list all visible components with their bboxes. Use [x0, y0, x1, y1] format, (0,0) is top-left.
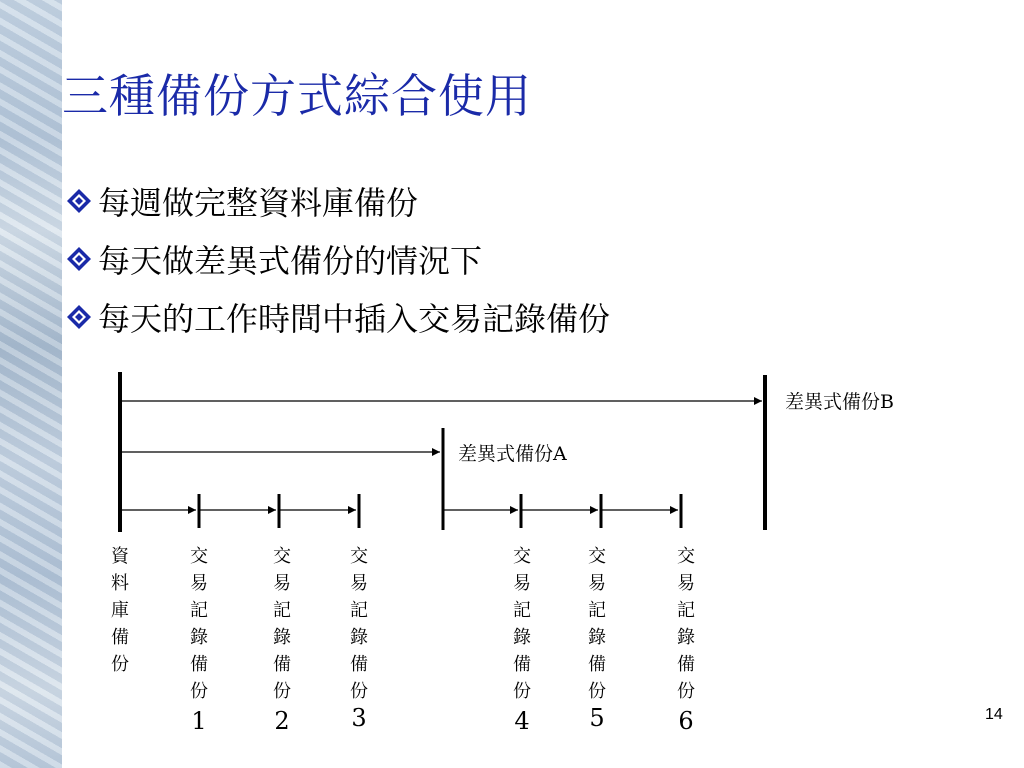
svg-text:記: 記: [350, 600, 368, 621]
log-backup-number: 5: [589, 704, 605, 732]
svg-text:易: 易: [190, 573, 208, 594]
log-backup-label-1: [190, 546, 208, 735]
log-backup-label-2: [273, 546, 291, 735]
log-backup-number: 4: [514, 707, 530, 735]
log-backup-number: 2: [274, 707, 290, 735]
svg-text:記: 記: [513, 600, 531, 621]
svg-text:交: 交: [588, 546, 606, 567]
page-number: 14: [985, 706, 1003, 723]
svg-text:錄: 錄: [513, 627, 531, 648]
svg-text:庫: 庫: [111, 600, 129, 621]
svg-text:易: 易: [273, 573, 291, 594]
svg-text:備: 備: [677, 654, 695, 675]
svg-text:記: 記: [677, 600, 695, 621]
svg-text:錄: 錄: [190, 627, 208, 648]
svg-text:備: 備: [190, 654, 208, 675]
svg-text:備: 備: [513, 654, 531, 675]
diff-backup-b-label: 差異式備份B: [785, 391, 894, 413]
svg-text:易: 易: [350, 573, 368, 594]
svg-text:交: 交: [273, 546, 291, 567]
svg-text:記: 記: [190, 600, 208, 621]
svg-text:易: 易: [513, 573, 531, 594]
svg-text:備: 備: [350, 654, 368, 675]
bullet-text: 每週做完整資料庫備份: [98, 184, 419, 222]
svg-text:份: 份: [677, 681, 695, 702]
svg-text:交: 交: [513, 546, 531, 567]
svg-text:份: 份: [513, 681, 531, 702]
full-backup-label: [111, 546, 130, 675]
svg-text:交: 交: [677, 546, 695, 567]
svg-text:錄: 錄: [677, 627, 695, 648]
svg-text:份: 份: [190, 681, 208, 702]
diff-backup-a-label: 差異式備份A: [458, 443, 567, 465]
svg-text:備: 備: [273, 654, 291, 675]
svg-text:料: 料: [111, 573, 129, 594]
bullet-text: 每天的工作時間中插入交易記錄備份: [98, 300, 611, 338]
log-backup-label-6: [677, 546, 695, 735]
svg-text:份: 份: [350, 681, 368, 702]
svg-text:錄: 錄: [273, 627, 291, 648]
svg-text:交: 交: [350, 546, 368, 567]
svg-text:份: 份: [111, 654, 129, 675]
log-backup-number: 6: [678, 707, 694, 735]
svg-text:錄: 錄: [588, 627, 606, 648]
svg-text:資: 資: [111, 546, 129, 567]
log-backup-label-3: [350, 546, 368, 732]
svg-text:備: 備: [588, 654, 606, 675]
log-backup-label-5: [588, 546, 606, 732]
slide-title: 三種備份方式綜合使用: [62, 69, 532, 123]
log-backup-label-4: [513, 546, 531, 735]
svg-text:錄: 錄: [350, 627, 368, 648]
svg-text:份: 份: [273, 681, 291, 702]
svg-text:記: 記: [588, 600, 606, 621]
bullet-text: 每天做差異式備份的情況下: [98, 242, 483, 280]
svg-text:份: 份: [588, 681, 606, 702]
svg-text:易: 易: [677, 573, 695, 594]
svg-text:記: 記: [273, 600, 291, 621]
log-backup-number: 1: [191, 707, 207, 735]
log-backup-number: 3: [351, 704, 367, 732]
svg-text:交: 交: [190, 546, 208, 567]
svg-text:備: 備: [111, 627, 129, 648]
svg-text:易: 易: [588, 573, 606, 594]
